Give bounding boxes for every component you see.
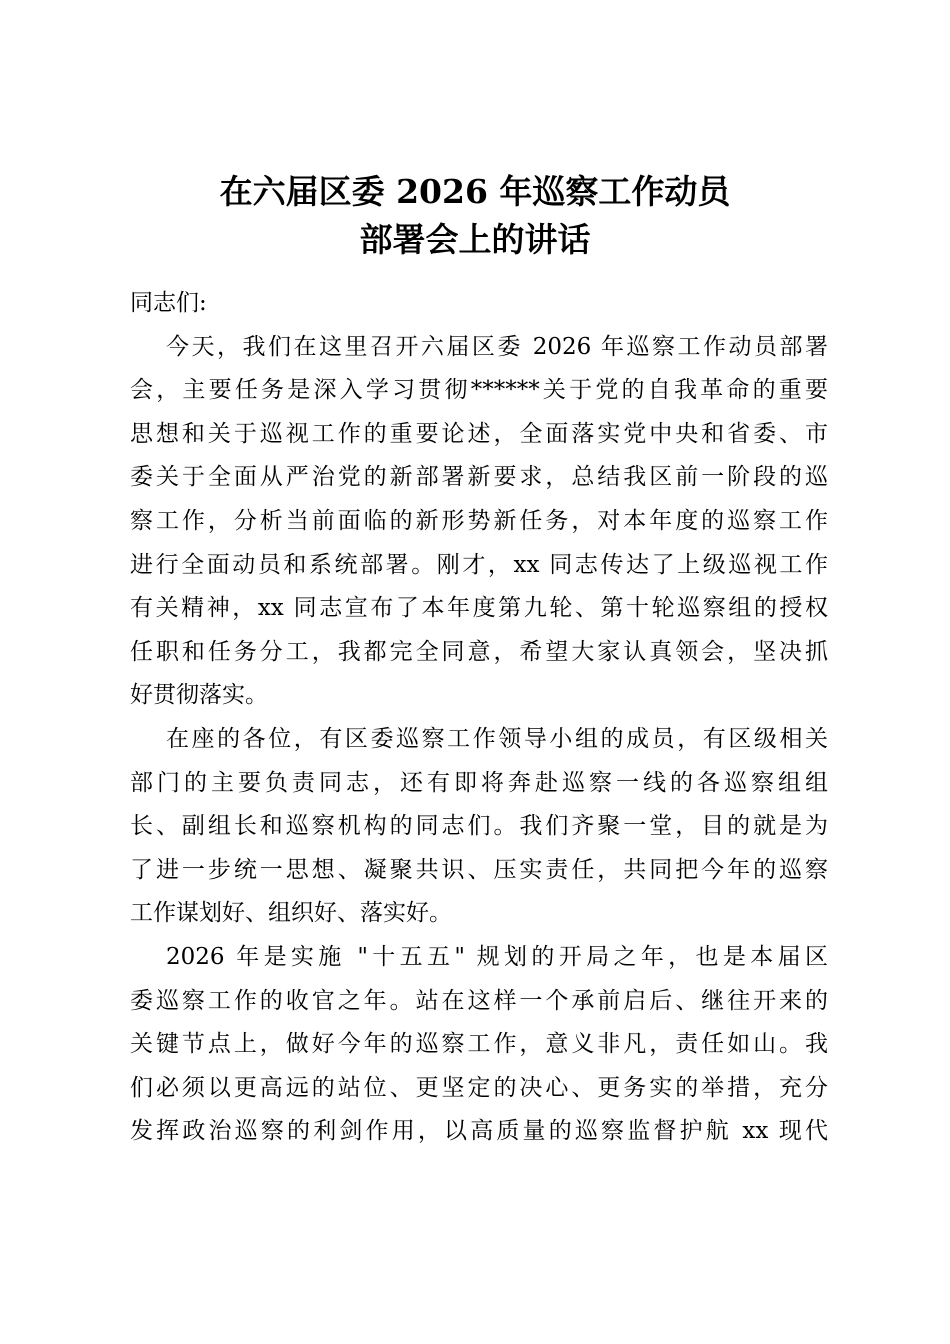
paragraph-line: 部门的主要负责同志，还有即将奔赴巡察一线的各巡察组组 (130, 769, 828, 796)
paragraph-line: 长、副组长和巡察机构的同志们。我们齐聚一堂，目的就是为 (130, 813, 828, 840)
paragraph (130, 936, 828, 1154)
paragraph-line: 任职和任务分工，我都完全同意，希望大家认真领会，坚决抓 (130, 638, 828, 665)
salutation: 同志们: (130, 290, 207, 316)
document-title-line-1: 在六届区委 2026 年巡察工作动员 (219, 172, 731, 211)
paragraph-line: 2026 年是实施 "十五五" 规划的开局之年，也是本届区 (166, 943, 828, 970)
paragraph-line: 察工作，分析当前面临的新形势新任务，对本年度的巡察工作 (130, 507, 828, 534)
paragraph-line: 了进一步统一思想、凝聚共识、压实责任，共同把今年的巡察 (130, 856, 828, 883)
paragraph-line: 今天，我们在这里召开六届区委 2026 年巡察工作动员部署 (166, 333, 828, 360)
document-body (130, 282, 828, 1154)
paragraph (130, 326, 828, 718)
paragraph-line: 工作谋划好、组织好、落实好。 (130, 900, 452, 927)
paragraph-line: 好贯彻落实。 (130, 682, 268, 709)
paragraph-line: 委巡察工作的收官之年。站在这样一个承前启后、继往开来的 (130, 987, 828, 1014)
document-title-line-2: 部署会上的讲话 (359, 220, 591, 259)
paragraph-line: 会，主要任务是深入学习贯彻******关于党的自我革命的重要 (130, 377, 828, 404)
paragraph-line: 进行全面动员和系统部署。刚才，xx 同志传达了上级巡视工作 (130, 551, 828, 578)
paragraph-line: 在座的各位，有区委巡察工作领导小组的成员，有区级相关 (166, 725, 828, 752)
paragraph-line: 思想和关于巡视工作的重要论述，全面落实党中央和省委、市 (130, 420, 828, 447)
paragraph-line: 关键节点上，做好今年的巡察工作，意义非凡，责任如山。我 (130, 1031, 828, 1058)
paragraph-line: 们必须以更高远的站位、更坚定的决心、更务实的举措，充分 (130, 1074, 828, 1101)
paragraph-line: 委关于全面从严治党的新部署新要求，总结我区前一阶段的巡 (130, 464, 828, 491)
paragraph (130, 718, 828, 936)
paragraph-line: 有关精神，xx 同志宣布了本年度第九轮、第十轮巡察组的授权 (130, 595, 828, 622)
paragraph-line: 发挥政治巡察的利剑作用，以高质量的巡察监督护航 xx 现代 (130, 1118, 828, 1145)
